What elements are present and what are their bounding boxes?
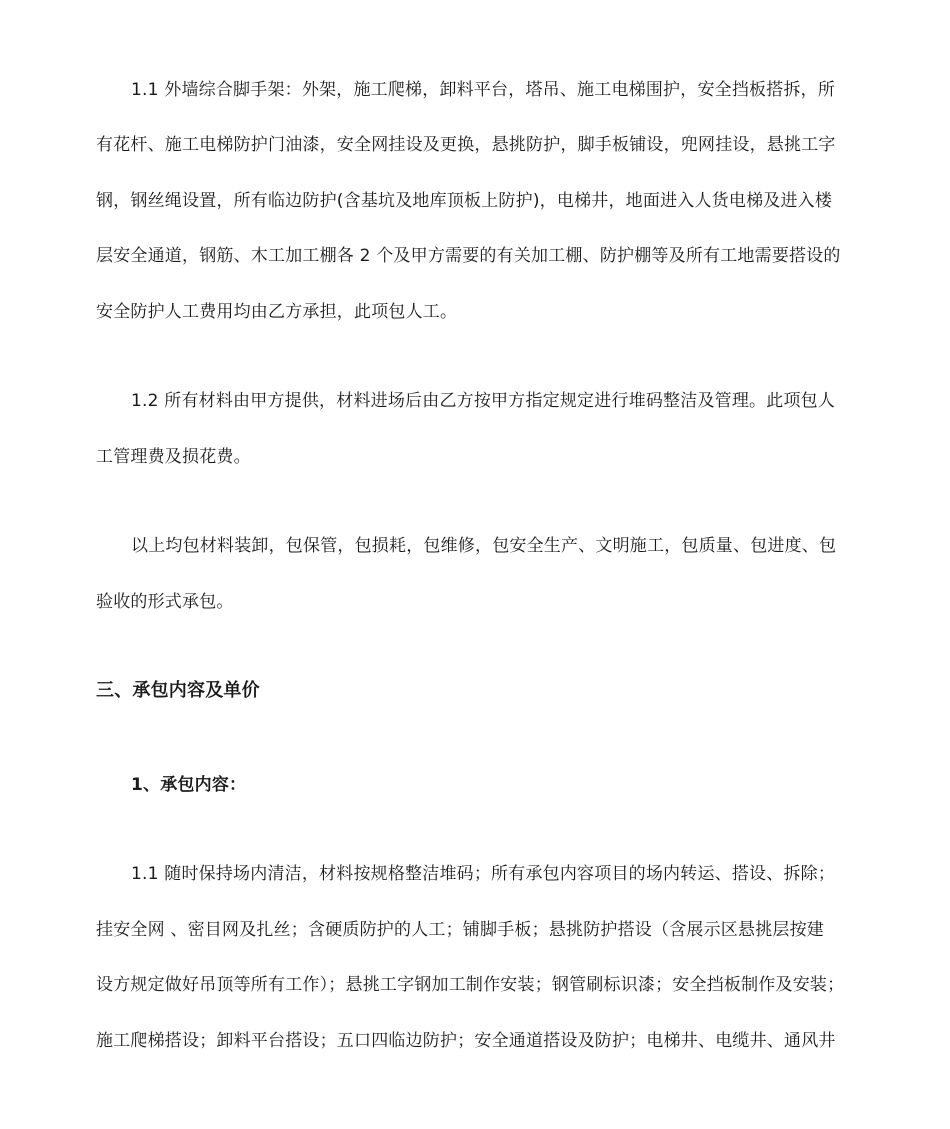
paragraph-line: 安全防护人工费用均由乙方承担，此项包人工。 [96, 302, 458, 322]
section-heading: 三、承包内容及单价 [96, 680, 260, 701]
paragraph-line: 施工爬梯搭设；卸料平台搭设；五口四临边防护；安全通道搭设及防护；电梯井、电缆井、通风井 [96, 1031, 836, 1051]
paragraph-line: 以上均包材料装卸，包保管，包损耗，包维修，包安全生产、文明施工，包质量、包进度、包 [131, 536, 837, 556]
paragraph-line: 1.2 所有材料由甲方提供，材料进场后由乙方按甲方指定规定进行堆码整洁及管理。此项包人 [131, 391, 836, 411]
paragraph-line: 有花杆、施工电梯防护门油漆，安全网挂设及更换，悬挑防护，脚手板铺设，兜网挂设，悬挑工字 [96, 135, 836, 155]
paragraph-line: 工管理费及损花费。 [96, 447, 251, 467]
paragraph-line: 验收的形式承包。 [96, 592, 234, 612]
paragraph-line: 钢，钢丝绳设置，所有临边防护(含基坑及地库顶板上防护)，电梯井，地面进入人货电梯及进入楼 [96, 191, 833, 211]
paragraph-line: 1.1 外墙综合脚手架：外架，施工爬梯，卸料平台，塔吊、施工电梯围护，安全挡板搭拆，所 [131, 80, 836, 100]
paragraph-line: 设方规定做好吊顶等所有工作）；悬挑工字钢加工制作安装；钢管刷标识漆；安全挡板制作及安装； [96, 975, 845, 995]
paragraph-line: 1.1 随时保持场内清洁，材料按规格整洁堆码；所有承包内容项目的场内转运、搭设、拆除； [131, 864, 836, 884]
paragraph-line: 挂安全网 、密目网及扎丝；含硬质防护的人工；铺脚手板；悬挑防护搭设（含展示区悬挑层按建 [96, 920, 825, 940]
subsection-heading: 1、承包内容： [131, 775, 247, 795]
paragraph-line: 层安全通道，钢筋、木工加工棚各 2 个及甲方需要的有关加工棚、防护棚等及所有工地需要搭设的 [96, 246, 841, 266]
